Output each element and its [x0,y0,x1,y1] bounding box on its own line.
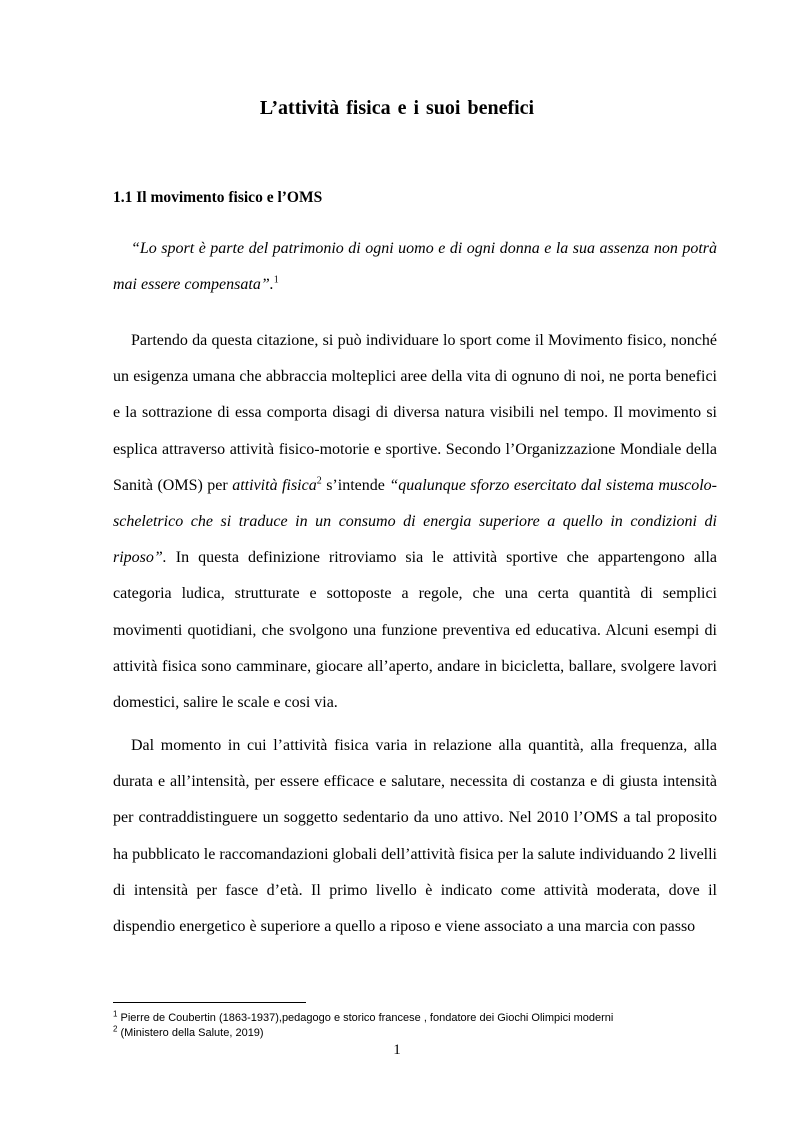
body-paragraph-1 [113,323,717,721]
page-title: L’attività fisica e i suoi benefici [259,97,535,119]
footnote-number: 1 [113,1009,118,1019]
footnotes [113,1011,723,1041]
term-attivita-fisica: attività fisica [232,476,317,494]
footnote-2 [113,1026,723,1041]
page-number: 1 [393,1042,401,1058]
footnote-text: (Ministero della Salute, 2019) [120,1027,264,1039]
footnote-1 [113,1011,723,1026]
footnote-separator [113,1002,306,1003]
footnote-ref-1: 1 [273,274,279,286]
paragraph1-text-c: In questa definizione ritroviamo sia le attività sportive che appartengono alla categoria ludica, strutturate e sottoposte a regole, che una certa quantità di semplici movimenti quotidiani, che svolgono una funzione preventiva ed educativa. Alcuni esempi di attività fisica sono camminare, giocare all’aperto, andare in bicicletta, ballare, svolgere lavori domestici, salire le scale e cosi via. [113,549,717,712]
quote-text: “Lo sport è parte del patrimonio di ogni uomo e di ogni donna e la sua assenza non potrà mai essere compensata”. [113,240,717,294]
oms-definition: “qualunque sforzo esercitato dal sistema muscolo-scheletrico che si traduce in un consumo di energia superiore a quello in condizioni di riposo”. [113,476,717,567]
paragraph1-text-b: s’intende [321,476,390,494]
paragraph1-text-a: Partendo da questa citazione, si può individuare lo sport come il Movimento fisico, nonché un esigenza umana che abbraccia molteplici aree della vita di ognuno di noi, ne porta benefici e la sottrazione di essa comporta disagi di diversa natura visibili nel tempo. Il movimento si esplica attraverso attività fisico-motorie e sportive. Secondo l’Organizzazione Mondiale della Sanità (OMS) per [113,332,717,494]
footnote-number: 2 [113,1024,118,1034]
footnote-ref-2: 2 [316,475,322,487]
opening-quote [113,231,717,303]
body-paragraph-2: Dal momento in cui l’attività fisica varia in relazione alla quantità, alla frequenza, alla durata e all’intensità, per essere efficace e salutare, necessita di costanza e di giusta intensità per contraddistinguere un soggetto sedentario da uno attivo. Nel 2010 l’OMS a tal proposito ha pubblicato le raccomandazioni globali dell’attività fisica per la salute individuando 2 livelli di intensità per fasce d’età. Il primo livello è indicato come attività moderata, dove il dispendio energetico è superiore a quello a riposo e viene associato a una marcia con passo [113,737,717,936]
section-heading: 1.1 Il movimento fisico e l’OMS [113,189,323,206]
footnote-text: Pierre de Coubertin (1863-1937),pedagogo e storico francese , fondatore dei Giochi Olimpici moderni [120,1012,614,1024]
